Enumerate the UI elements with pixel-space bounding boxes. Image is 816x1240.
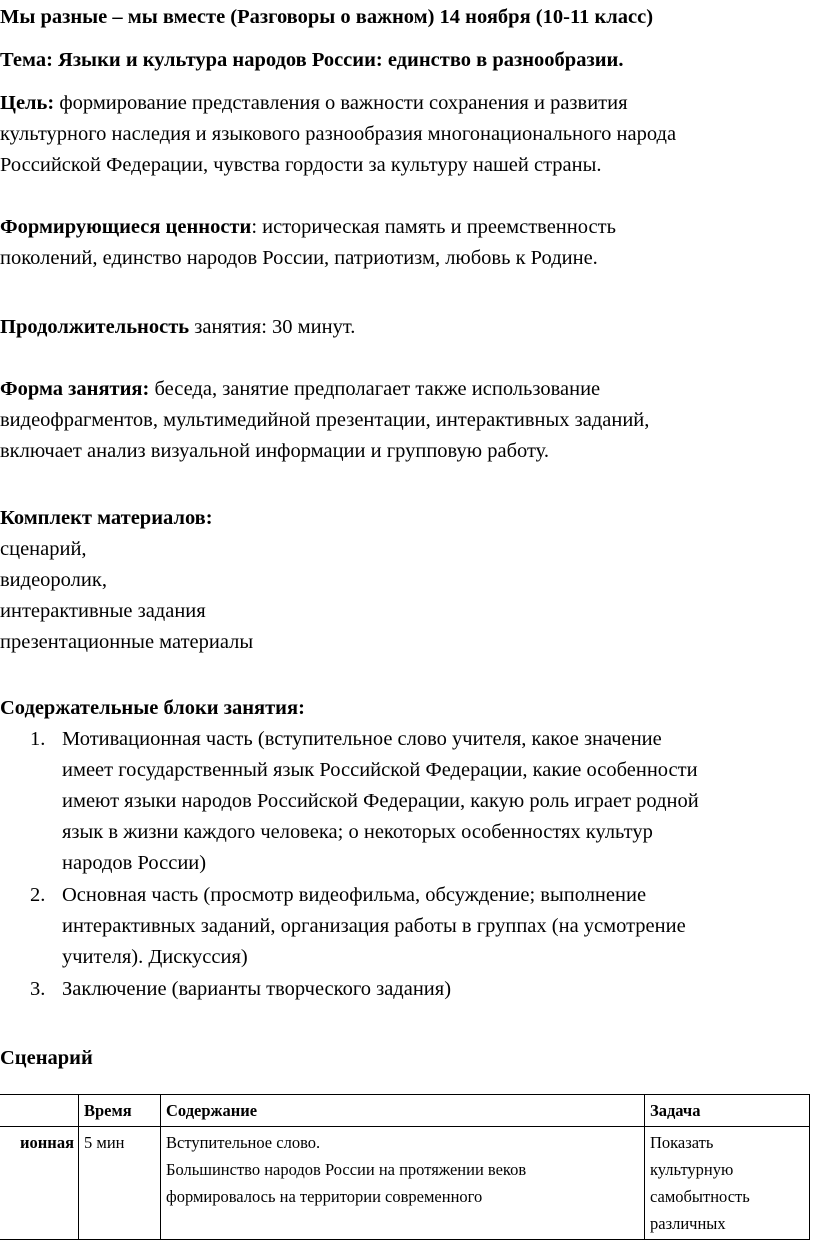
table-row — [0, 1127, 810, 1240]
table-cell-time: 5 мин — [79, 1127, 161, 1240]
scenario-heading: Сценарий — [0, 1047, 93, 1069]
goal-line-2: культурного наследия и языкового разнообразия многонационального народа — [0, 123, 677, 145]
form-line-1 — [0, 374, 600, 404]
values-label: Формирующиеся ценности — [0, 216, 252, 238]
materials-item: видеоролик, — [0, 569, 107, 591]
values-line-2: поколений, единство народов России, патриотизм, любовь к Родине. — [0, 247, 598, 269]
values-text-1: : историческая память и преемственность — [251, 216, 616, 238]
materials-heading: Комплект материалов: — [0, 507, 213, 529]
form-line-3: включает анализ визуальной информации и групповую работу. — [0, 440, 549, 462]
duration-label: Продолжительность — [0, 316, 190, 338]
list-item-line: Основная часть (просмотр видеофильма, обсуждение; выполнение — [62, 884, 647, 906]
list-item-line: интерактивных заданий, организация работы в группах (на усмотрение — [62, 915, 686, 937]
document-title: Мы разные – мы вместе (Разговоры о важном) 14 ноября (10-11 класс) — [0, 6, 654, 28]
list-item-line: имеют языки народов Российской Федерации, какую роль играет родной — [62, 790, 699, 812]
list-item-line: имеет государственный язык Российской Федерации, какие особенности — [62, 759, 698, 781]
table-cell-content — [161, 1127, 645, 1240]
table-header-cell: Содержание — [161, 1095, 645, 1127]
list-item-line: народов России) — [62, 852, 207, 874]
list-item-line: Мотивационная часть (вступительное слово учителя, какое значение — [62, 728, 662, 750]
content-line: Большинство народов России на протяжении веков — [166, 1160, 527, 1179]
duration-line — [0, 312, 355, 342]
list-item-line: учителя). Дискуссия) — [62, 946, 248, 968]
list-item-number: 3. — [30, 978, 46, 1000]
table-header-row — [0, 1095, 810, 1127]
task-line: Показать — [650, 1133, 714, 1152]
task-line: культурную — [650, 1160, 734, 1179]
table-cell-task — [645, 1127, 810, 1240]
topic-line: Тема: Языки и культура народов России: единство в разнообразии. — [0, 49, 624, 71]
values-line-1 — [0, 212, 616, 242]
goal-line-1 — [0, 88, 628, 118]
content-line: Вступительное слово. — [166, 1133, 321, 1152]
list-item-number: 1. — [30, 728, 46, 750]
form-text-1: беседа, занятие предполагает также использование — [149, 378, 601, 400]
blocks-heading: Содержательные блоки занятия: — [0, 697, 305, 719]
stage-text: ионная — [20, 1133, 74, 1152]
scenario-table — [0, 1094, 810, 1240]
task-line: самобытность — [650, 1187, 750, 1206]
table-header-cell: Время — [79, 1095, 161, 1127]
goal-label: Цель: — [0, 92, 55, 114]
table-cell-stage — [0, 1127, 79, 1240]
table-header-cell: Задача — [645, 1095, 810, 1127]
goal-line-3: Российской Федерации, чувства гордости за культуру нашей страны. — [0, 154, 602, 176]
list-item-line: язык в жизни каждого человека; о некоторых особенностях культур — [62, 821, 653, 843]
list-item-number: 2. — [30, 884, 46, 906]
materials-item: интерактивные задания — [0, 600, 206, 622]
list-item-line: Заключение (варианты творческого задания) — [62, 978, 452, 1000]
materials-item: сценарий, — [0, 538, 87, 560]
content-line: формировалось на территории современного — [166, 1187, 483, 1206]
table-header-cell — [0, 1095, 79, 1127]
form-label: Форма занятия: — [0, 378, 150, 400]
form-line-2: видеофрагментов, мультимедийной презентации, интерактивных заданий, — [0, 409, 650, 431]
materials-item: презентационные материалы — [0, 631, 254, 653]
goal-text-1: формирование представления о важности сохранения и развития — [59, 92, 628, 114]
duration-text: занятия: 30 минут. — [189, 316, 356, 338]
task-line: различных — [650, 1214, 726, 1233]
